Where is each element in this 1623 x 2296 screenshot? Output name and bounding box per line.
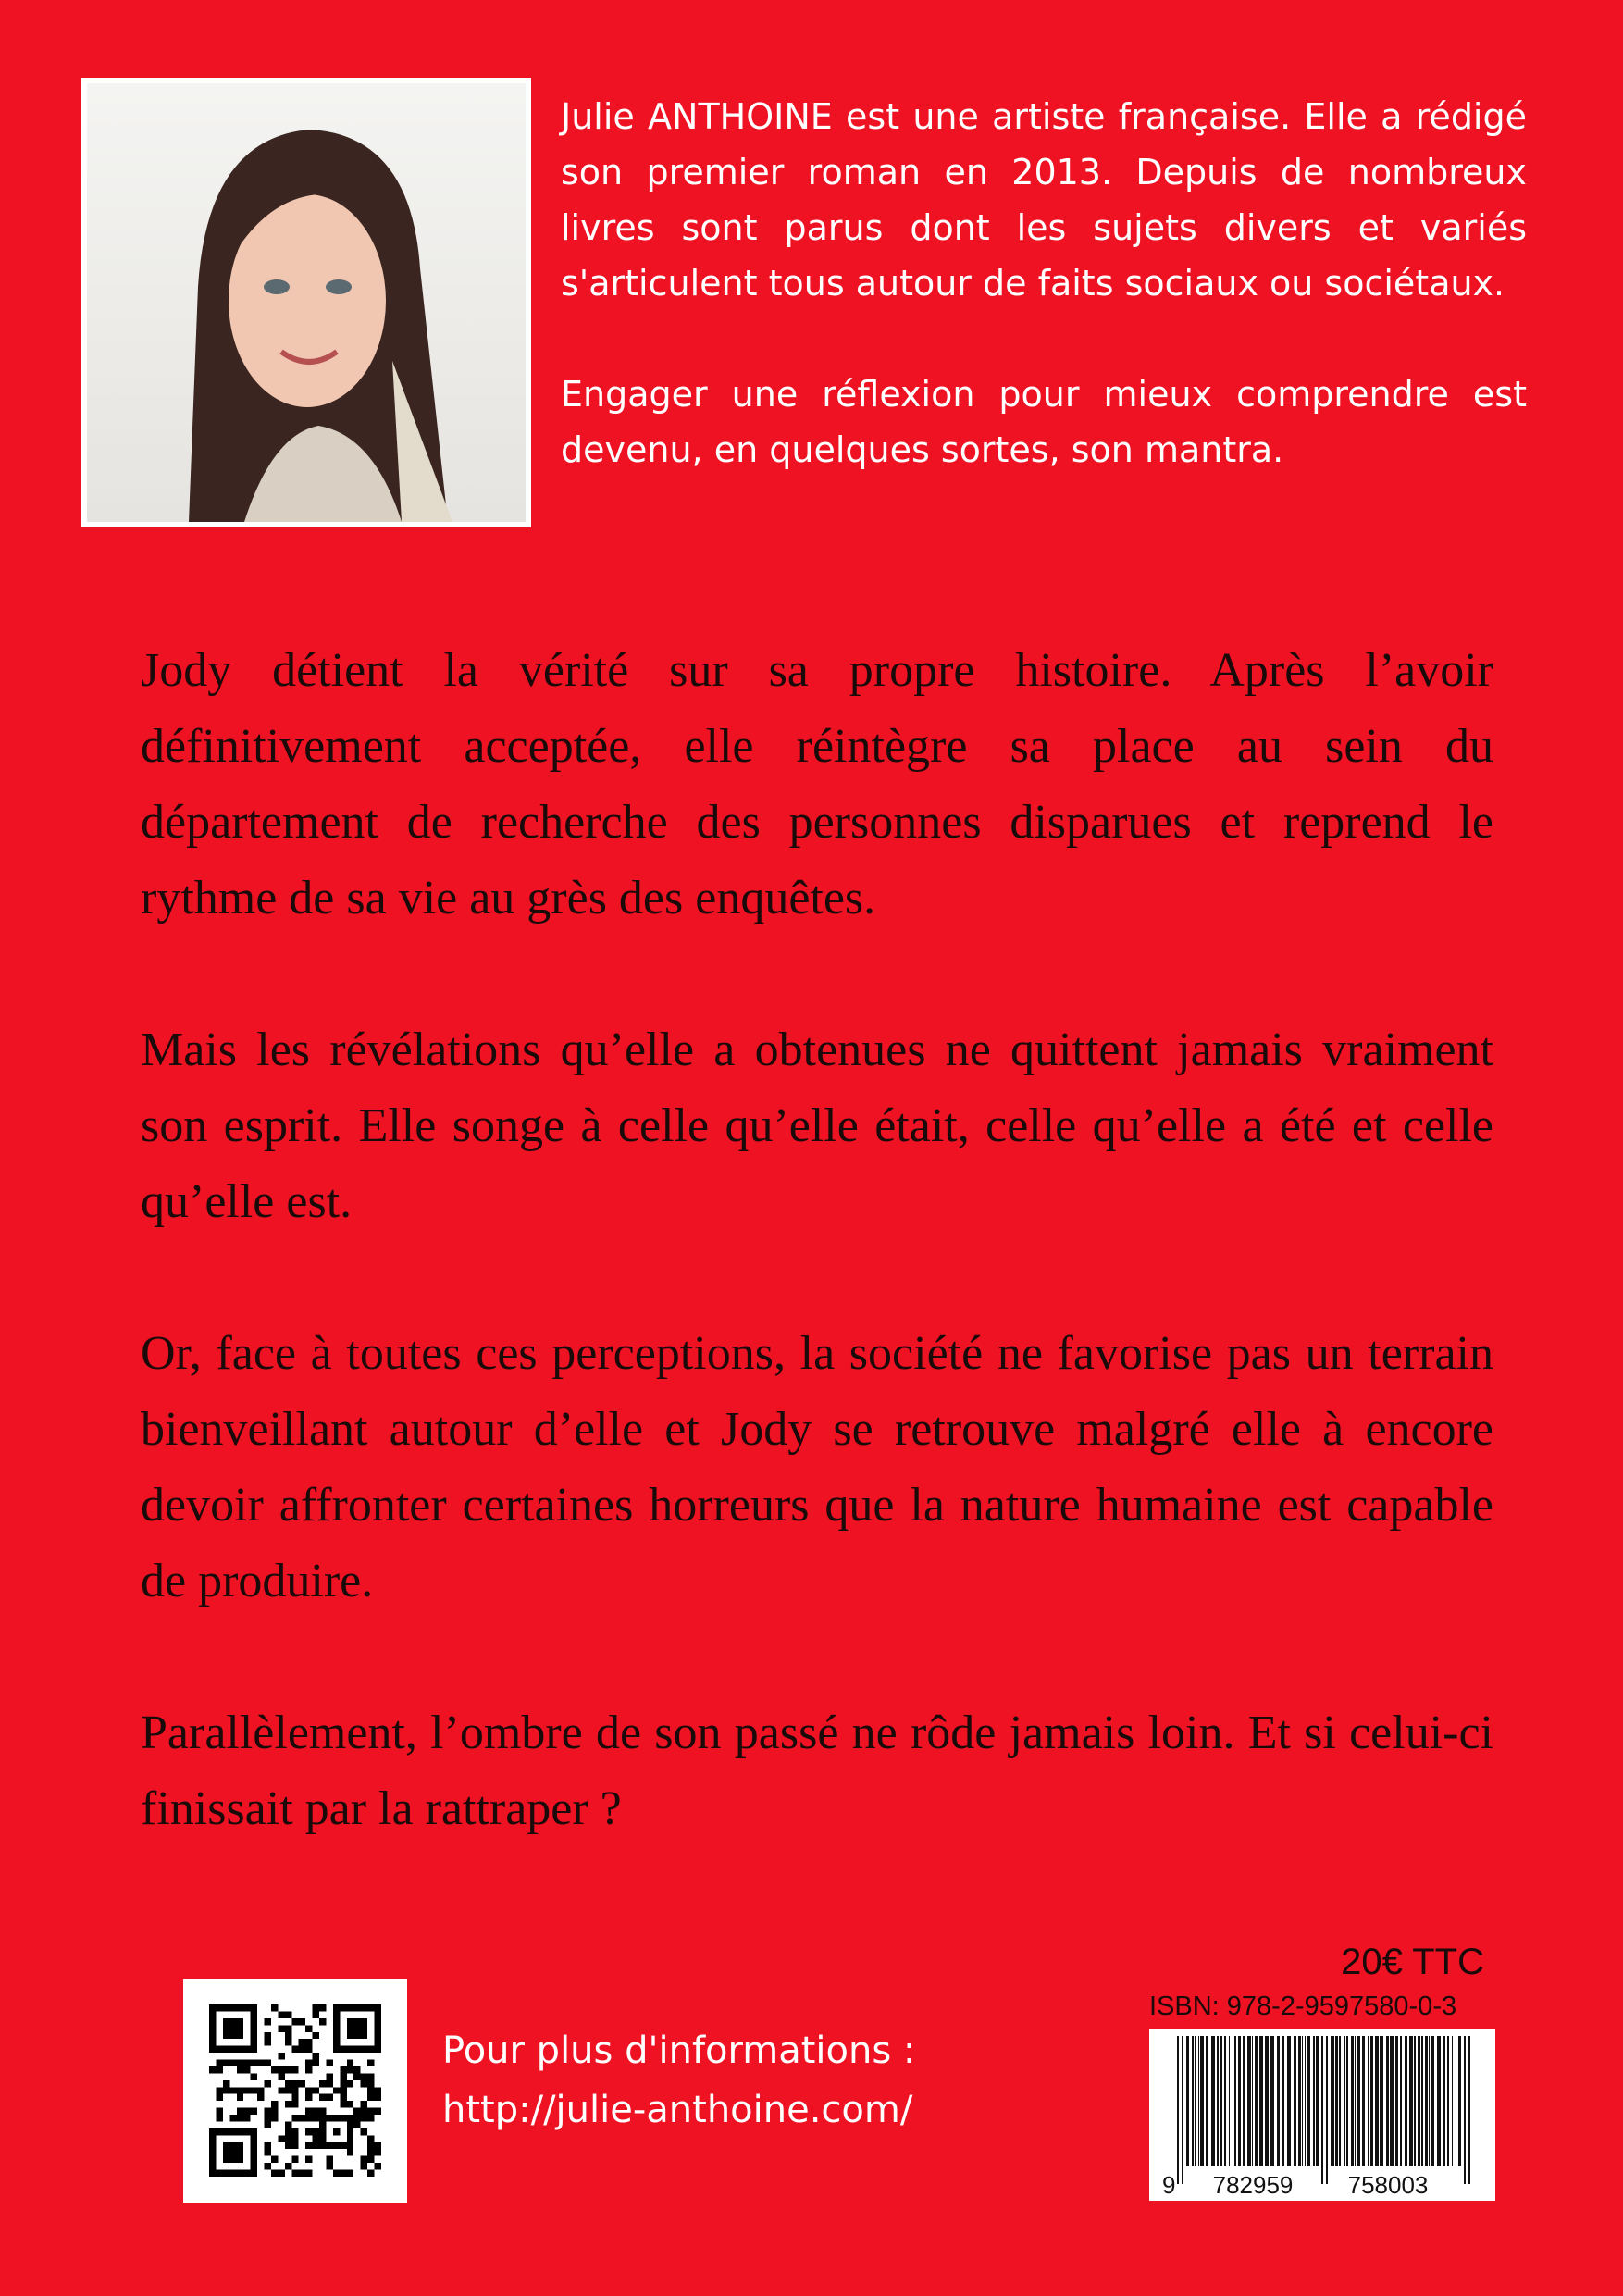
author-portrait-icon bbox=[87, 83, 526, 522]
barcode-group-2: 758003 bbox=[1347, 2171, 1429, 2199]
more-info-label: Pour plus d'informations : bbox=[442, 2029, 916, 2072]
barcode bbox=[1149, 2029, 1495, 2201]
website-link[interactable]: http://julie-anthoine.com/ bbox=[442, 2089, 913, 2131]
blurb-paragraph-2: Mais les révélations qu’elle a obtenues ne quittent jamais vraiment son esprit. Elle songe à celle qu’elle était, celle qu’elle a été et celle qu’elle est. bbox=[141, 1024, 1493, 1228]
bio-paragraph-1: Julie ANTHOINE est une artiste française. Elle a rédigé son premier roman en 2013. Depuis de nombreux livres sont parus dont les sujets divers et variés s'articulent tous autour de faits sociaux ou sociétaux. bbox=[561, 96, 1527, 304]
barcode-lead-digit: 9 bbox=[1162, 2171, 1176, 2199]
qr-code[interactable] bbox=[183, 1979, 407, 2203]
barcode-icon bbox=[1149, 2029, 1495, 2201]
bio-paragraph-2: Engager une réflexion pour mieux comprendre est devenu, en quelques sortes, son mantra. bbox=[561, 374, 1527, 470]
qr-code-icon bbox=[209, 2004, 381, 2177]
blurb-paragraph-4: Parallèlement, l’ombre de son passé ne rôde jamais loin. Et si celui-ci finissait par la rattraper ? bbox=[141, 1706, 1493, 1835]
isbn-number: ISBN: 978-2-9597580-0-3 bbox=[1149, 1992, 1457, 2021]
book-blurb bbox=[141, 633, 1493, 1923]
more-info bbox=[442, 2021, 915, 2140]
price: 20€ TTC bbox=[1341, 1942, 1484, 1982]
author-bio bbox=[561, 89, 1527, 533]
barcode-group-1: 782959 bbox=[1212, 2171, 1294, 2199]
blurb-paragraph-3: Or, face à toutes ces perceptions, la société ne favorise pas un terrain bienveillant autour d’elle et Jody se retrouve malgré elle à encore devoir affronter certaines horreurs que la nature humaine est capable de produire. bbox=[141, 1327, 1493, 1607]
blurb-paragraph-1: Jody détient la vérité sur sa propre histoire. Après l’avoir définitivement acceptée, elle réintègre sa place au sein du département de recherche des personnes disparues et reprend le rythme de sa vie au grès des enquêtes. bbox=[141, 644, 1493, 925]
author-photo bbox=[81, 78, 531, 527]
